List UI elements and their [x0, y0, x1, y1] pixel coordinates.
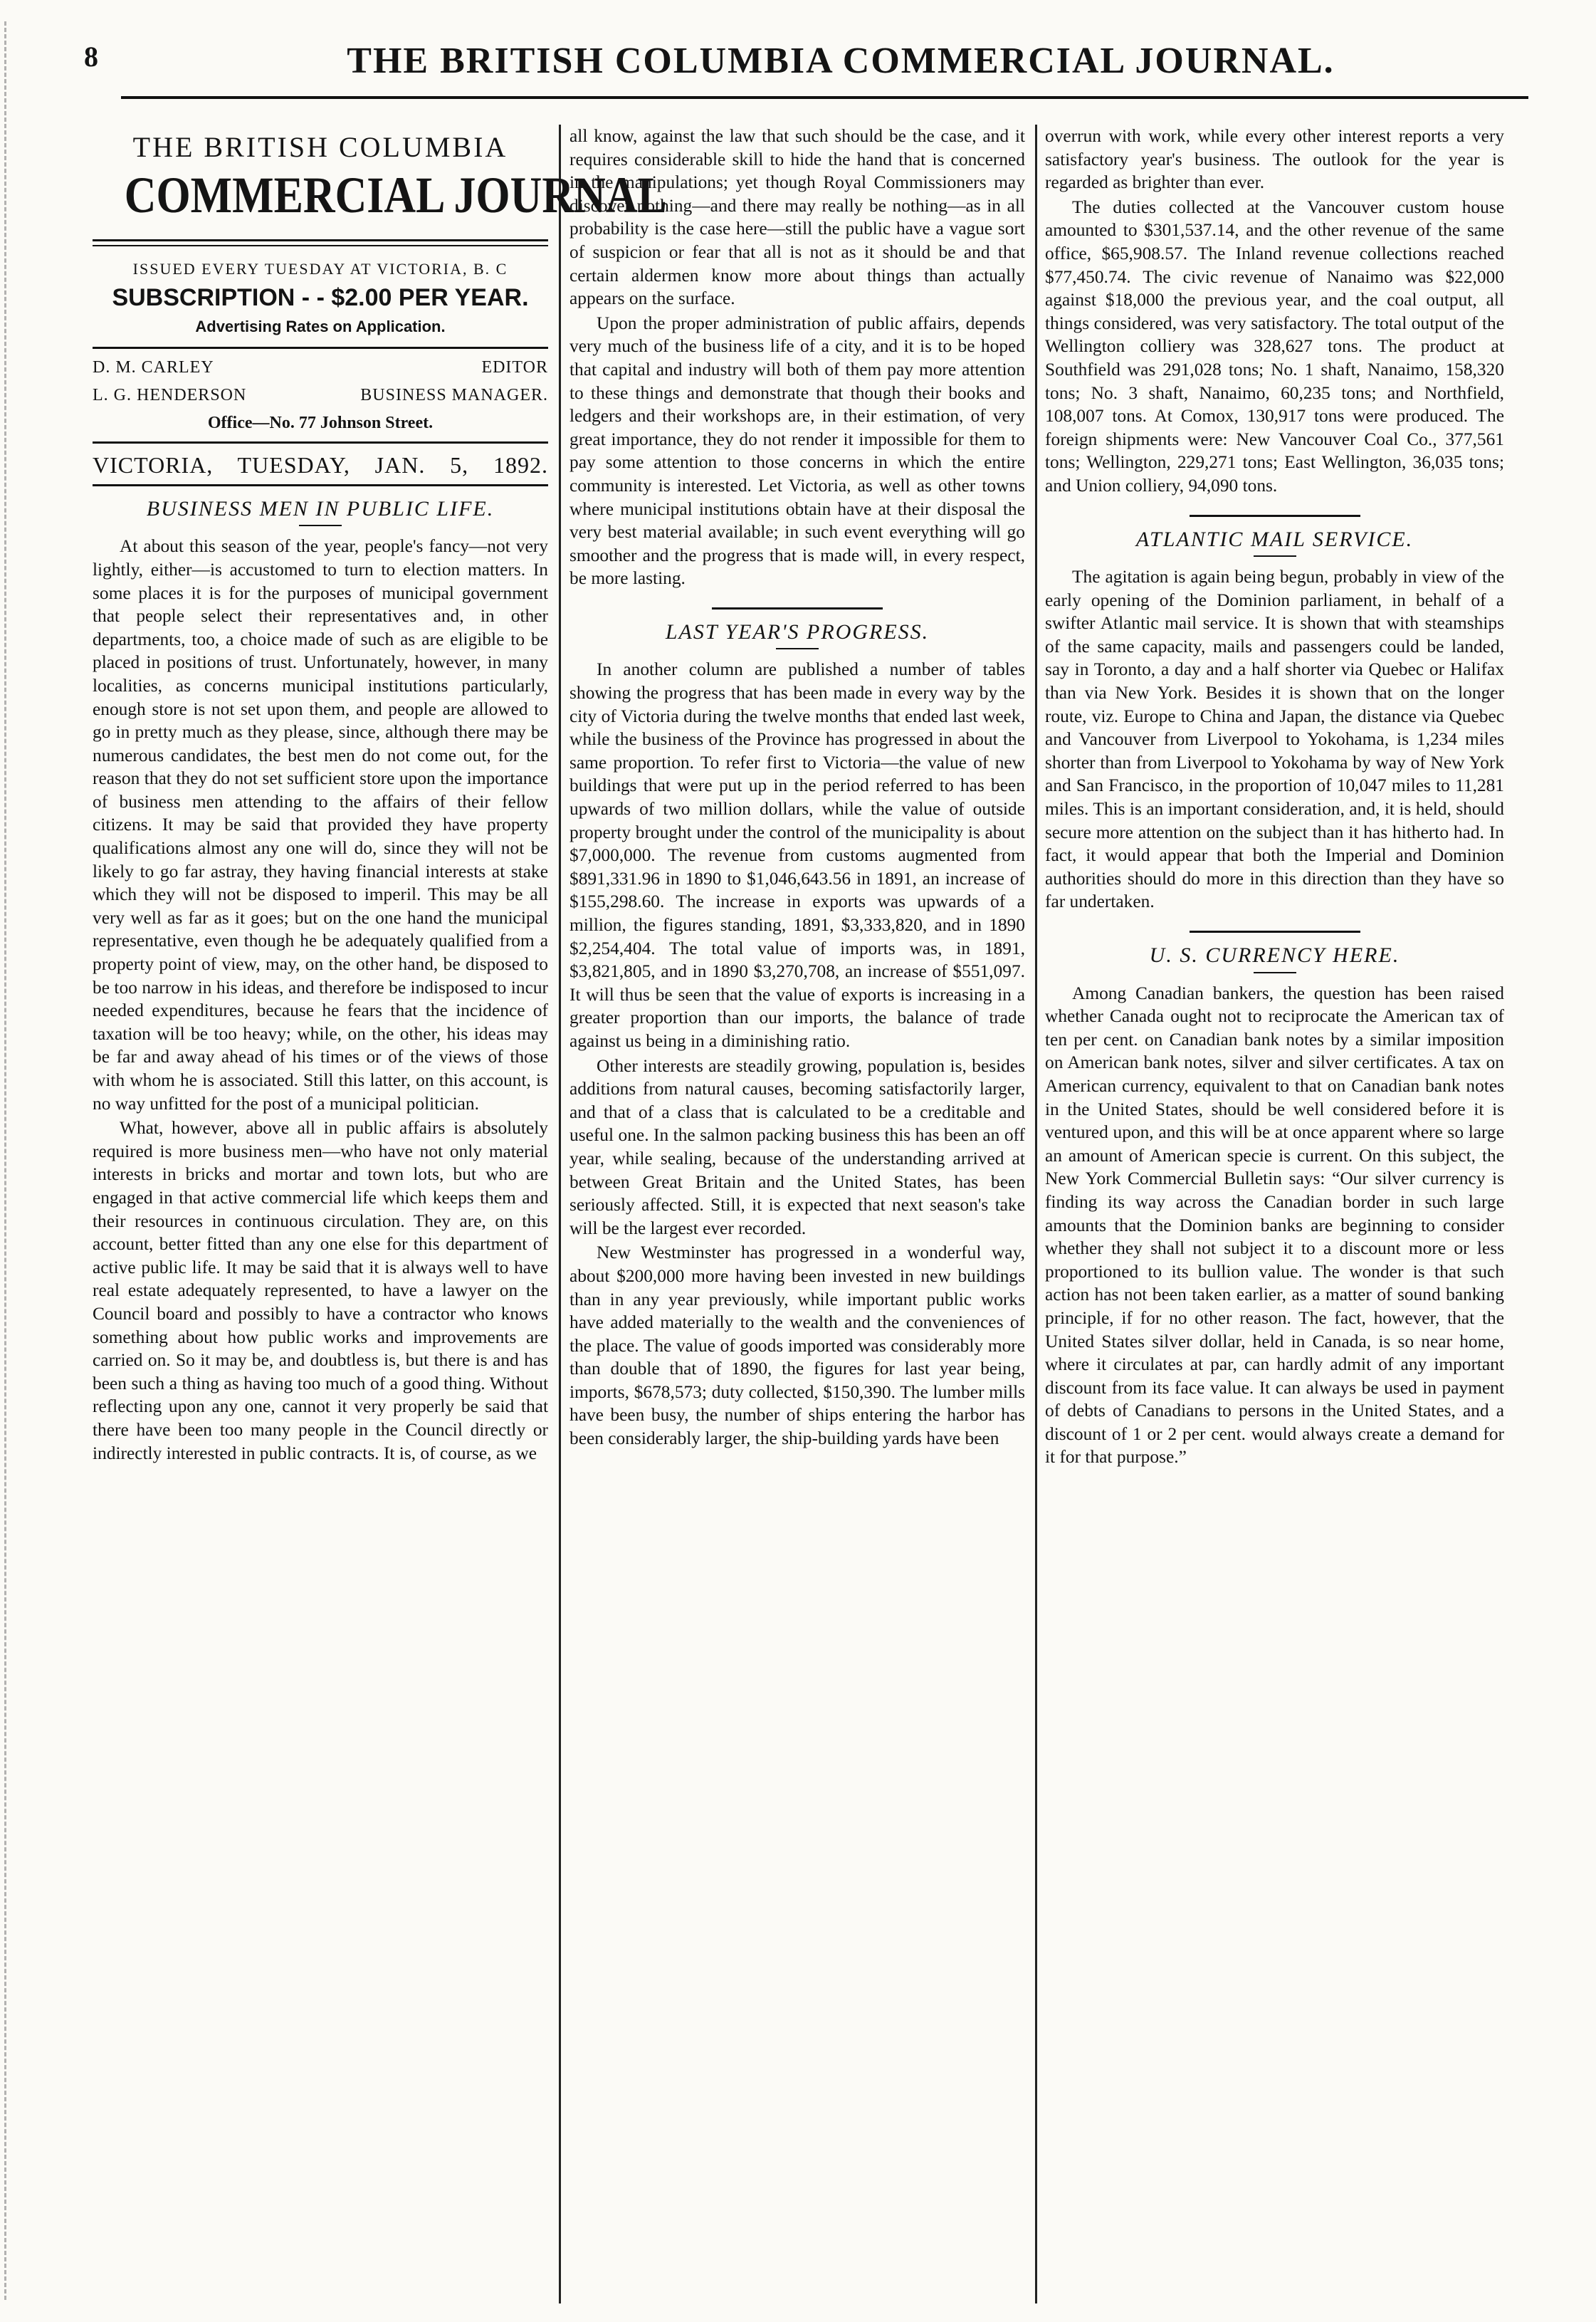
running-title: THE BRITISH COLUMBIA COMMERCIAL JOURNAL.: [347, 41, 1335, 81]
manager-role: BUSINESS MANAGER.: [360, 385, 548, 404]
page-header: [0, 0, 1596, 107]
article-title-atlantic-mail: ATLANTIC MAIL SERVICE.: [1135, 527, 1414, 551]
article-paragraph: Upon the proper administration of public affairs, depends very much of the business life of a city, and it is to be hoped that capital and industry will both of them pay more attention to these things and demonstrate that though their books and ledgers and their workshops are, in their estimation, of very great importance, they do not render it impossible for them to pay some attention to those concerns in which the entire community is interested. Let Victoria, as well as other towns where municipal institutions obtain have at their disposal the very best material available; in such event everything will go smoother and the progress that is made will, in every respect, be more lasting.: [569, 313, 1025, 589]
article-separator: [1190, 515, 1360, 517]
article-separator: [1190, 931, 1360, 933]
column-3: [1045, 125, 1504, 2311]
masthead-line1: THE BRITISH COLUMBIA: [132, 131, 508, 163]
title-rule: [1254, 555, 1296, 557]
editor-role: EDITOR: [481, 358, 548, 377]
article-title-last-year: LAST YEAR'S PROGRESS.: [665, 619, 930, 644]
article-title-us-currency: U. S. CURRENCY HERE.: [1149, 943, 1400, 967]
office-address: Office—No. 77 Johnson Street.: [207, 413, 434, 432]
subscription-price: SUBSCRIPTION - - $2.00 PER YEAR.: [112, 284, 529, 312]
column-rule-2: [1035, 125, 1037, 2303]
masthead-rule: [93, 239, 548, 246]
article-separator: [712, 607, 883, 610]
dateline: VICTORIA, TUESDAY, JAN. 5, 1892.: [93, 452, 548, 478]
page-number: 8: [84, 41, 98, 73]
article-paragraph: The agitation is again being begun, probably in view of the early opening of the Dominion parliament, in behalf of a swifter Atlantic mail service. It is shown that with steamships of the same capacity, mails and passengers could be landed, say in Toronto, a day and a half shorter via Quebec or Halifax than via New York. Besides it is shown that on the longer route, viz. Europe to China and Japan, the distance via Quebec and Vancouver from Liverpool to Yokohama, is 1,234 miles shorter than from Liverpool to Yokohama by way of New York and San Francisco, in the proportion of 10,047 miles to 11,281 miles. This is an important consideration, and, it is held, should secure more attention on the subject than it has hitherto had. In fact, it would appear that both the Imperial and Dominion authorities should do more in this direction than they have so far undertaken.: [1045, 567, 1504, 912]
article-paragraph: Other interests are steadily growing, population is, besides additions from natural causes, becoming satisfactorily larger, and that of a class that is calculated to be a creditable and useful one. In the salmon packing business this has been an off year, while sealing, because of the understanding arrived at between Great Britain and the United States, has been seriously affected. Still, it is expected that next season's take will be the largest ever recorded.: [569, 1055, 1025, 1238]
advertising-note: Advertising Rates on Application.: [195, 317, 446, 335]
title-rule: [299, 525, 342, 526]
issued-line: ISSUED EVERY TUESDAY AT VICTORIA, B. C: [132, 259, 508, 278]
masthead-line2: COMMERCIAL JOURNAL: [124, 166, 667, 224]
title-rule: [1254, 972, 1296, 973]
staff-rule: [93, 347, 548, 349]
header-rule: [121, 96, 1528, 99]
article-paragraph: In another column are published a number of tables showing the progress that has been made in every way by the city of Victoria during the twelve months that ended last week, while the business of the Province has progressed in about the same proportion. To refer first to Victoria—the value of new buildings that were put up in the period referred to has been upwards of two million dollars, while the value of outside property brought under the control of the municipality is about $7,000,000. The revenue from customs augmented from $891,331.96 in 1890 to $1,046,643.56 in 1891, an increase of $155,298.60. The increase in exports was upwards of a million, the figures standing, 1891, $3,333,820, and in 1890 $2,254,404. The total value of imports was, in 1891, $3,821,805, and in 1890 $3,270,708, an increase of $551,097. It will thus be seen that the value of exports is increasing in a greater proportion than our imports, the balance of trade against us being in a diminishing ratio.: [569, 659, 1025, 1051]
article-paragraph: New Westminster has progressed in a wonderful way, about $200,000 more having been invested in new buildings than in any year previously, while important public works have added materially to the wealth and the conveniences of the place. The value of goods imported was considerably more than double that of 1890, the figures for last year being, imports, $678,573; duty collected, $150,390. The lumber mills have been busy, the number of ships entering the harbor has been considerably larger, the ship-building yards have been: [569, 1243, 1025, 1449]
title-rule: [776, 648, 819, 649]
article-title-business-men: BUSINESS MEN IN PUBLIC LIFE.: [146, 496, 495, 521]
dateline-rule-top: [93, 441, 548, 444]
article-paragraph: Among Canadian bankers, the question has been raised whether Canada ought not to reciprocate the American tax of ten per cent. on Canadian bank notes by a similar imposition on American bank notes, silver and silver certificates. A tax on American currency, equivalent to that on Canadian bank notes in the United States, should be well considered before it is ventured upon, and this will be at once apparent where so large an amount of American specie is current. On this subject, the New York Commercial Bulletin says: “Our silver currency is finding its way across the Canadian border in such large amounts that the Dominion banks are beginning to consider whether they shall not subject it to a discount more or less proportioned to its bullion value. The wonder is that such action has not been taken earlier, as a matter of sound banking principle, if for no other reason. The fact, however, that the United States silver dollar, held in Canada, is so near home, where it circulates at par, can hardly admit of any important discount from its face value. It can always be used in payment of debts of Canadians to persons in the United States, and a discount of 1 or 2 per cent. would always create a demand for it for that purpose.”: [1045, 983, 1504, 1468]
column-rule-1: [559, 125, 561, 2303]
editor-name: D. M. CARLEY: [93, 358, 214, 377]
article-paragraph: What, however, above all in public affairs is absolutely required is more business men—who have not only material interests in bricks and mortar and town lots, but who are engaged in that active commercial life which keeps them and their resources in continuous circulation. They are, on this account, better fitted than any one else for this department of active public life. It may be said that it is always well to have real estate adequately represented, to have a lawyer on the Council board and possibly to have a contractor who knows something about how public works and improvements are carried on. So it may be, and doubtless is, but there is and has been such a thing as having too much of a good thing. Without reflecting upon any one, cannot it very properly be said that there have been too many people in the Council directly or indirectly interested in public contracts. It is, of course, as we: [93, 1118, 548, 1463]
manager-row: [93, 384, 548, 407]
article-paragraph: overrun with work, while every other interest reports a very satisfactory year's business. The outlook for the year is regarded as brighter than ever.: [1045, 126, 1504, 193]
binding-margin-marks: [4, 21, 16, 2300]
dateline-rule-bottom: [93, 484, 548, 486]
article-paragraph: At about this season of the year, people's fancy—not very lightly, either—is accustomed to turn to election matters. In some places it is for the purposes of municipal government that people select their representatives and, in other departments, too, a choice made of such as are eligible to be placed in positions of trust. Unfortunately, however, in many localities, as concerns municipal institutions particularly, enough store is not set upon them, and people are allowed to go in pretty much as they please, since, although there may be numerous candidates, the best men do not come out, for the reason that they do not set sufficient store upon the importance of business men attending to the affairs of their fellow citizens. It may be said that provided they have property qualifications almost any one will do, since they will not be likely to go far astray, they having financial interests at stake which they will not be disposed to imperil. This may be all very well as far as it goes; but on the one hand the municipal representative, even though he be adequately qualified from a property point of view, may, on the other hand, be disposed to be too narrow in his ideas, and therefore be indisposed to incur needed expenditures, because he fears that the incidence of taxation will be too heavy; while, on the other, his ideas may be far and away ahead of his times or of the views of those with whom he is associated. Still this latter, on this account, is no way unfitted for the post of a municipal politician.: [93, 536, 548, 1114]
column-2: [569, 125, 1025, 2311]
editor-row: [93, 356, 548, 380]
article-paragraph: all know, against the law that such should be the case, and it requires considerable skill to hide the hand that is concerned in the manipulations; yet though Royal Commissioners may discover nothing—and there may really be nothing—as in all probability is the case here—still the public have a vague sort of suspicion or fear that all is not as it should be and that certain aldermen know more about things than actually appears on the surface.: [569, 126, 1025, 309]
column-1: [93, 125, 667, 2311]
article-paragraph: The duties collected at the Vancouver custom house amounted to $301,537.14, and the other revenue of the same office, $65,908.57. The Inland revenue collections reached $77,450.74. The civic revenue of Nanaimo was $22,000 against $18,000 the previous year, and the coal output, all things considered, was very satisfactory. The total output of the Wellington colliery was 328,627 tons. The product at Southfield was 291,028 tons; No. 1 shaft, Nanaimo, 158,320 tons; No. 3 shaft, Nanaimo, 60,235 tons; and Northfield, 108,007 tons. At Comox, 130,917 tons were produced. The foreign shipments were: New Vancouver Coal Co., 377,561 tons; Wellington, 229,271 tons; East Wellington, 36,035 tons; and Union colliery, 94,090 tons.: [1045, 197, 1504, 496]
manager-name: L. G. HENDERSON: [93, 385, 247, 404]
